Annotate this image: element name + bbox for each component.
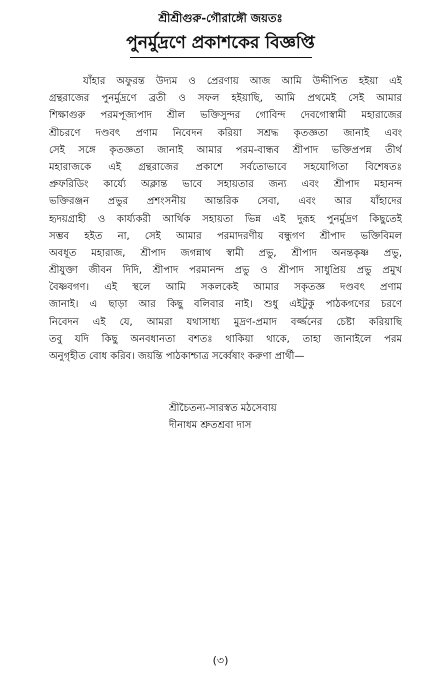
- signature-name: দীনাধম শ্রুতশ্রবা দাস: [169, 420, 252, 431]
- body-line: শ্রীযুক্তা জীবন দিদি, শ্রীপাদ পরমানন্দ প্রভু ও শ্রীপাদ সাধুপ্রিয় প্রভু প্রমুখ: [49, 265, 402, 277]
- body-line: শিক্ষাগুরু পরমপূজ্যপাদ শ্রীল ভক্তিসুন্দর গোবিন্দ দেবগোস্বামী মহারাজের: [49, 110, 402, 122]
- body-line: হৃদয়গ্রাহী ও কার্য্যকরী আর্থিক সহায়তা ভিন্ন এই দুরূহ পুনর্মুদ্রণ কিছুতেই: [49, 213, 402, 225]
- body-line: নিবেদন এই যে, আমরা যথাসাধ্য মুদ্রণ-প্রমাদ বর্জ্জনের চেষ্টা করিয়াছি: [49, 316, 402, 328]
- page-number: (৩): [212, 654, 229, 667]
- body-line: সেই সঙ্গে কৃতজ্ঞতা জানাই আমার পরম-বান্ধব শ্রীপাদ ভক্তিপ্রপন্ন তীর্থ: [49, 144, 402, 156]
- signature-institution: শ্রীচৈতন্য-সারস্বত মঠসেবায়: [169, 403, 277, 414]
- body-line: সম্ভব হইত না, সেই আমার পরমাদরণীয় বন্ধুগণ শ্রীপাদ ভক্তিবিমল: [49, 230, 402, 242]
- title-underline: [130, 57, 312, 58]
- body-line: বৈষ্ণবগণ। এই স্থলে আমি সকলকেই আমার সকৃতজ্ঞ দণ্ডবৎ প্রণাম: [49, 282, 402, 294]
- body-line: অবধূত মহারাজ, শ্রীপাদ জগন্নাথ স্বামী প্রভু, শ্রীপাদ অনন্তকৃষ্ণ প্রভু,: [49, 247, 402, 259]
- signature-block: [169, 400, 379, 434]
- body-line: তবু যদি কিছু অনবধানতা বশতঃ থাকিয়া থাকে, তাহা জানাইলে পরম: [49, 333, 402, 345]
- body-line: মহারাজকে এই গ্রন্থরাজের প্রকাশে সর্বতোভাবে সহযোগিতা বিশেষতঃ: [49, 161, 402, 173]
- body-line: প্রুফরিডিং কার্য্যে অক্লান্ত ভাবে সহায়তার জন্য এবং শ্রীপাদ মহানন্দ: [49, 179, 402, 191]
- invocation-heading: শ্রীশ্রীগুরু-গৌরাঙ্গৌ জয়তঃ: [158, 11, 283, 25]
- body-line: ভক্তিরঞ্জন প্রভুর প্রশংসনীয় আন্তরিক সেবা, এবং আর যাঁহাদের: [49, 196, 402, 208]
- body-line: জানাই। এ ছাড়া আর কিছু বলিবার নাই। শুধু এইটুকু পাঠকগণের চরণে: [49, 299, 402, 311]
- body-line: গ্রন্থরাজের পুনর্মুদ্রণে ব্রতী ও সফল হইয়াছি, আমি প্রথমেই সেই আমার: [49, 93, 402, 105]
- body-line: শ্রীচরণে দণ্ডবৎ প্রণাম নিবেদন করিয়া সশ্রদ্ধ কৃতজ্ঞতা জানাই এবং: [49, 127, 402, 139]
- page-title: পুনর্মুদ্রণে প্রকাশকের বিজ্ঞপ্তি: [126, 33, 315, 53]
- notice-body: [49, 73, 402, 365]
- body-line: যাঁহার অফুরন্ত উদ্যম ও প্রেরণায় আজ আমি উদ্দীপিত হইয়া এই: [83, 76, 402, 87]
- body-line: অনুগৃহীত বোধ করিব। জয়ন্তি পাঠকাশ্চাত্র সর্ব্বেষাং করুণা প্রার্থী—: [49, 351, 305, 362]
